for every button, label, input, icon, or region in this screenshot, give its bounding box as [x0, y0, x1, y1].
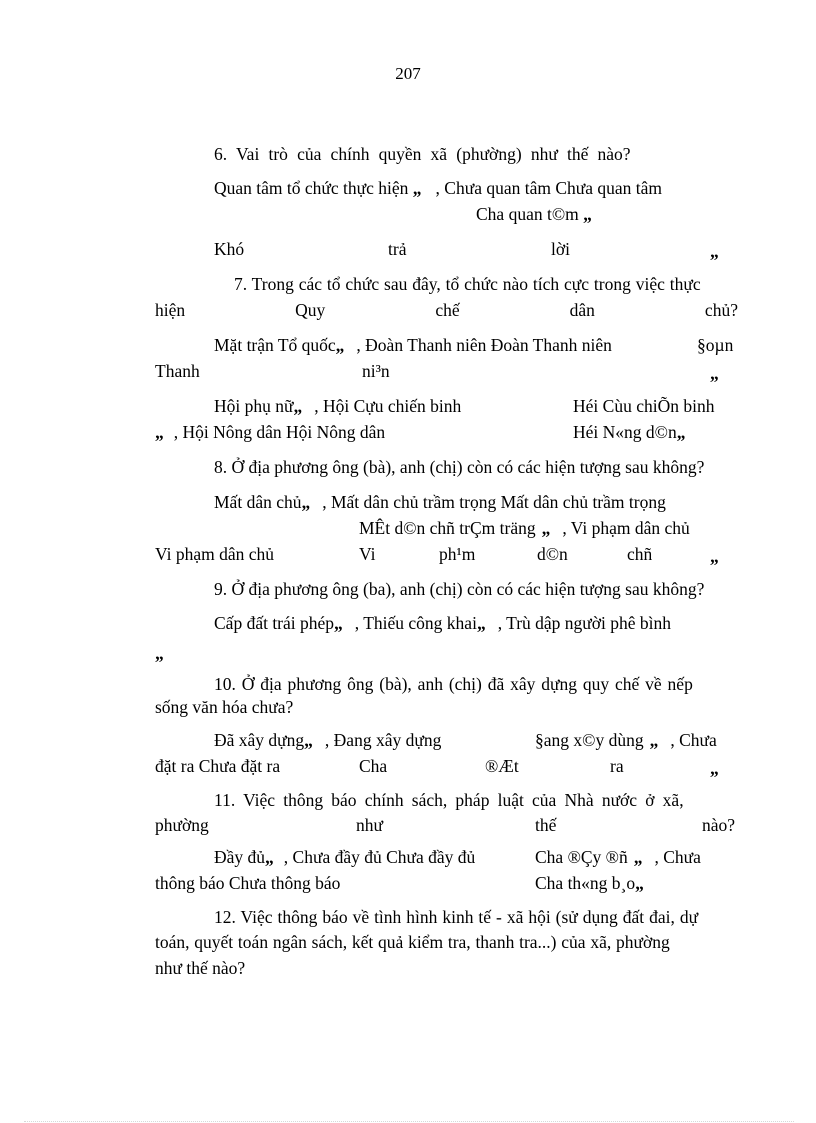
checkbox-mark: „: [334, 613, 343, 633]
q11-option-line: Đầy đủ„ , Chưa đầy đủ Chưa đầy đủ: [214, 847, 476, 867]
q6-option-line: Quan tâm tổ chức thực hiện „ , Chưa quan tâm Chưa quan tâm: [214, 178, 663, 198]
q11-thong-bao: thông báo Chưa thông báo: [155, 873, 341, 893]
q10-option-line: Đã xây dựng„ , Đang xây dựng: [214, 730, 442, 750]
checkbox-mark: „: [335, 335, 345, 355]
checkbox-mark: „: [635, 873, 644, 893]
q11-word: phường: [155, 815, 209, 835]
q7-thanh: Thanh: [155, 361, 200, 381]
q11-word: nào?: [702, 815, 736, 835]
checkbox-mark: „: [412, 178, 422, 198]
q8-option-line: Mất dân chủ„ , Mất dân chủ trầm trọng Mất dân chủ trầm trọng: [214, 492, 666, 512]
q6-tra: trả: [388, 239, 407, 259]
question-11-line-1: 11. Việc thông báo chính sách, pháp luật của Nhà nước ở xã,: [214, 790, 684, 810]
checkbox-mark: „: [710, 241, 719, 261]
checkbox-mark: „: [476, 613, 486, 633]
q8-garbled-word: d©n: [537, 544, 568, 564]
checkbox-mark: „: [710, 546, 719, 566]
q9-option-line: Cấp đất trái phép„ , Thiếu công khai„ , Trù dập người phê bình: [214, 613, 672, 633]
checkbox-mark: „: [710, 758, 719, 778]
q10-garbled-word: ra: [610, 756, 624, 776]
q11-word: như: [356, 815, 383, 835]
checkbox-mark: „: [265, 847, 274, 867]
q7-option-line-2: Hội phụ nữ„ , Hội Cựu chiến binh: [214, 396, 462, 416]
question-8: 8. Ở địa phương ông (bà), anh (chị) còn có các hiện tượng sau không?: [214, 457, 705, 477]
q8-vi-pham: Vi phạm dân chủ: [155, 544, 274, 564]
q8-garbled-line: MÊt d©n chñ trÇm träng „ , Vi phạm dân chủ: [359, 518, 690, 538]
q6-loi: lời: [551, 239, 570, 259]
checkbox-mark: „: [583, 204, 592, 224]
checkbox-mark: „: [293, 396, 303, 416]
q10-dat-ra: đặt ra Chưa đặt ra: [155, 756, 281, 776]
question-9: 9. Ở địa phương ông (ba), anh (chị) còn có các hiện tượng sau không?: [214, 579, 705, 599]
checkbox-mark: „: [710, 363, 719, 383]
checkbox-mark: „: [649, 730, 659, 750]
question-10-line-2: sống văn hóa chưa?: [155, 697, 294, 717]
page-edge-divider: [24, 1121, 794, 1122]
q6-garbled-option: Cha quan t©m „: [476, 204, 592, 224]
q10-garbled-word: ®Æt: [485, 756, 519, 776]
q8-garbled-word: ph¹m: [439, 544, 476, 564]
checkbox-mark: „: [676, 422, 686, 442]
q7-garbled-cuu-chien-binh: Héi Cùu chiÕn binh: [573, 396, 715, 416]
q7-garbled-doan: §oµn: [697, 335, 734, 355]
question-12-line-2: toán, quyết toán ngân sách, kết quả kiểm tra, thanh tra...) của xã, phường: [155, 932, 670, 952]
q11-garbled-line: Cha ®Çy ®ñ „ , Chưa: [535, 847, 701, 867]
checkbox-mark: „: [541, 518, 551, 538]
checkbox-mark: „: [155, 643, 164, 663]
q10-garbled-word: Cha: [359, 756, 388, 776]
q8-garbled-word: chñ: [627, 544, 653, 564]
q8-garbled-word: Vi: [359, 544, 376, 564]
q7-option-line: Mặt trận Tổ quốc„ , Đoàn Thanh niên Đoàn Thanh niên: [214, 335, 612, 355]
page-number: 207: [395, 64, 421, 83]
question-7-line-1: 7. Trong các tổ chức sau đây, tổ chức nào tích cực trong việc thực: [234, 274, 701, 294]
question-12-line-3: như thế nào?: [155, 958, 246, 978]
checkbox-mark: „: [304, 730, 313, 750]
q7-option-line-3: „ , Hội Nông dân Hội Nông dân: [155, 422, 386, 442]
checkbox-mark: „: [155, 422, 164, 442]
question-10-line-1: 10. Ở địa phương ông (bà), anh (chị) đã xây dựng quy chế về nếp: [214, 674, 693, 694]
q6-kho: Khó: [214, 239, 245, 259]
q7-nien: ni³n: [362, 361, 390, 381]
q11-garbled-thong-bao: Cha th«ng b¸o„: [535, 873, 644, 893]
question-6: 6. Vai trò của chính quyền xã (phường) như thế nào?: [214, 144, 631, 164]
question-12-line-1: 12. Việc thông báo về tình hình kinh tế - xã hội (sử dụng đất đai, dự: [214, 907, 699, 927]
question-7-line-2: hiện Quy chế dân chủ?: [155, 300, 738, 320]
checkbox-mark: „: [301, 492, 311, 512]
checkbox-mark: „: [633, 847, 643, 867]
q11-word: thế: [535, 815, 557, 835]
q10-garbled-line: §ang x©y dùng „ , Chưa: [535, 730, 717, 750]
q7-garbled-nong-dan: Héi N«ng d©n„: [573, 422, 686, 442]
